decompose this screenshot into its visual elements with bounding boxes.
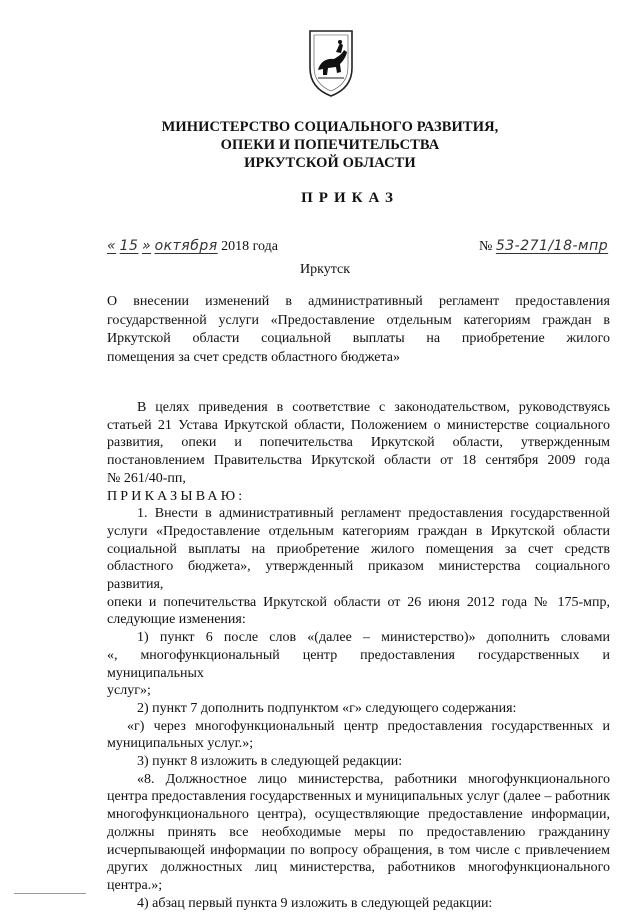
- preamble-line: В целях приведения в соответствие с законодательством, руководствуясь: [137, 400, 610, 415]
- item-1-line: следующие изменения:: [107, 612, 246, 628]
- subitem-3-text-line: исчерпывающей информации по вопросу обращения, в том числе с привлечением: [107, 842, 610, 858]
- order-date: [107, 238, 278, 255]
- subitem-3-text-line: других должностных лиц министерства, работников многофункционального: [107, 860, 610, 876]
- order-number: [479, 238, 608, 255]
- subitem-3-text-line: должны принять все необходимые меры по предоставлению гражданину: [107, 824, 610, 840]
- date-year: 2018 года: [221, 239, 278, 254]
- item-1-line: опеки и попечительства Иркутской области от 26 июня 2012 года № 175-мпр,: [107, 594, 610, 610]
- subitem-3-text-line: центра.»;: [107, 877, 163, 893]
- subject-line: помещения за счет средств областного бюджета»: [107, 349, 400, 365]
- order-body: [107, 399, 610, 912]
- ministry-name-line-2: ОПЕКИ И ПОПЕЧИТЕЛЬСТВА: [220, 137, 440, 153]
- item-1-line: услуги «Предоставление отдельным категориям граждан в Иркутской области: [107, 523, 610, 539]
- preamble-line: № 261/40-пп,: [107, 470, 186, 486]
- date-day: 15: [119, 238, 139, 254]
- item-1-line: 1. Внести в административный регламент предоставления государственной: [137, 506, 610, 522]
- subitem-3-text-line: «8. Должностное лицо министерства, работники многофункционального: [137, 771, 610, 787]
- decree-word: ПРИКАЗЫВАЮ:: [107, 488, 246, 504]
- subitem-3-text-line: многофункционального центра), осуществляющие предоставление информации,: [107, 807, 610, 823]
- footer-divider: [14, 893, 86, 894]
- preamble-line: статьей 21 Устава Иркутской области, Положением о министерстве социального: [107, 417, 610, 433]
- date-month: октября: [154, 238, 218, 254]
- date-close-quote: »: [141, 238, 152, 254]
- number-value: 53-271/18-мпр: [495, 238, 609, 254]
- subitem-1-line: услуг»;: [107, 683, 151, 699]
- date-open-quote: «: [107, 238, 117, 254]
- irkutsk-coat-of-arms-icon: [306, 28, 356, 98]
- subject-line: О внесении изменений в административный регламент предоставления: [107, 294, 610, 309]
- subitem-4: 4) абзац первый пункта 9 изложить в следующей редакции:: [137, 895, 493, 911]
- subitem-3: 3) пункт 8 изложить в следующей редакции:: [137, 754, 403, 770]
- subitem-1-line: «, многофункциональный центр предоставления государственных и муниципальных: [107, 647, 610, 681]
- item-1-line: областного бюджета», утвержденный приказом министерства социального развития,: [107, 559, 610, 593]
- city-name: Иркутск: [299, 262, 351, 277]
- preamble-line: развития, опеки и попечительства Иркутской области, утвержденным: [107, 435, 610, 451]
- ministry-name-line-1: МИНИСТЕРСТВО СОЦИАЛЬНОГО РАЗВИТИЯ,: [161, 119, 499, 135]
- subitem-2-text-line: муниципальных услуг.»;: [107, 736, 254, 752]
- ministry-name-line-3: ИРКУТСКОЙ ОБЛАСТИ: [244, 155, 416, 171]
- document-type-title: ПРИКАЗ: [301, 190, 399, 206]
- item-1-line: социальной выплаты на приобретение жилого помещения за счет средств: [107, 541, 610, 557]
- preamble-line: постановлением Правительства Иркутской области от 18 сентября 2009 года: [107, 453, 610, 469]
- ministry-header: [100, 118, 560, 172]
- subitem-2-text-line: «г) через многофункциональный центр предоставления государственных и: [127, 718, 610, 734]
- order-subject: [107, 293, 610, 367]
- subitem-2: 2) пункт 7 дополнить подпунктом «г» следующего содержания:: [137, 700, 517, 716]
- subitem-3-text-line: центра предоставления государственных и муниципальных услуг (далее – работник: [107, 789, 610, 805]
- subject-line: Иркутской области социальной выплаты на приобретение жилого: [107, 331, 610, 346]
- subitem-1-line: 1) пункт 6 после слов «(далее – министерство)» дополнить словами: [137, 630, 610, 646]
- subject-line: государственной услуги «Предоставление отдельным категориям граждан в: [107, 312, 610, 328]
- number-sign: №: [479, 239, 493, 254]
